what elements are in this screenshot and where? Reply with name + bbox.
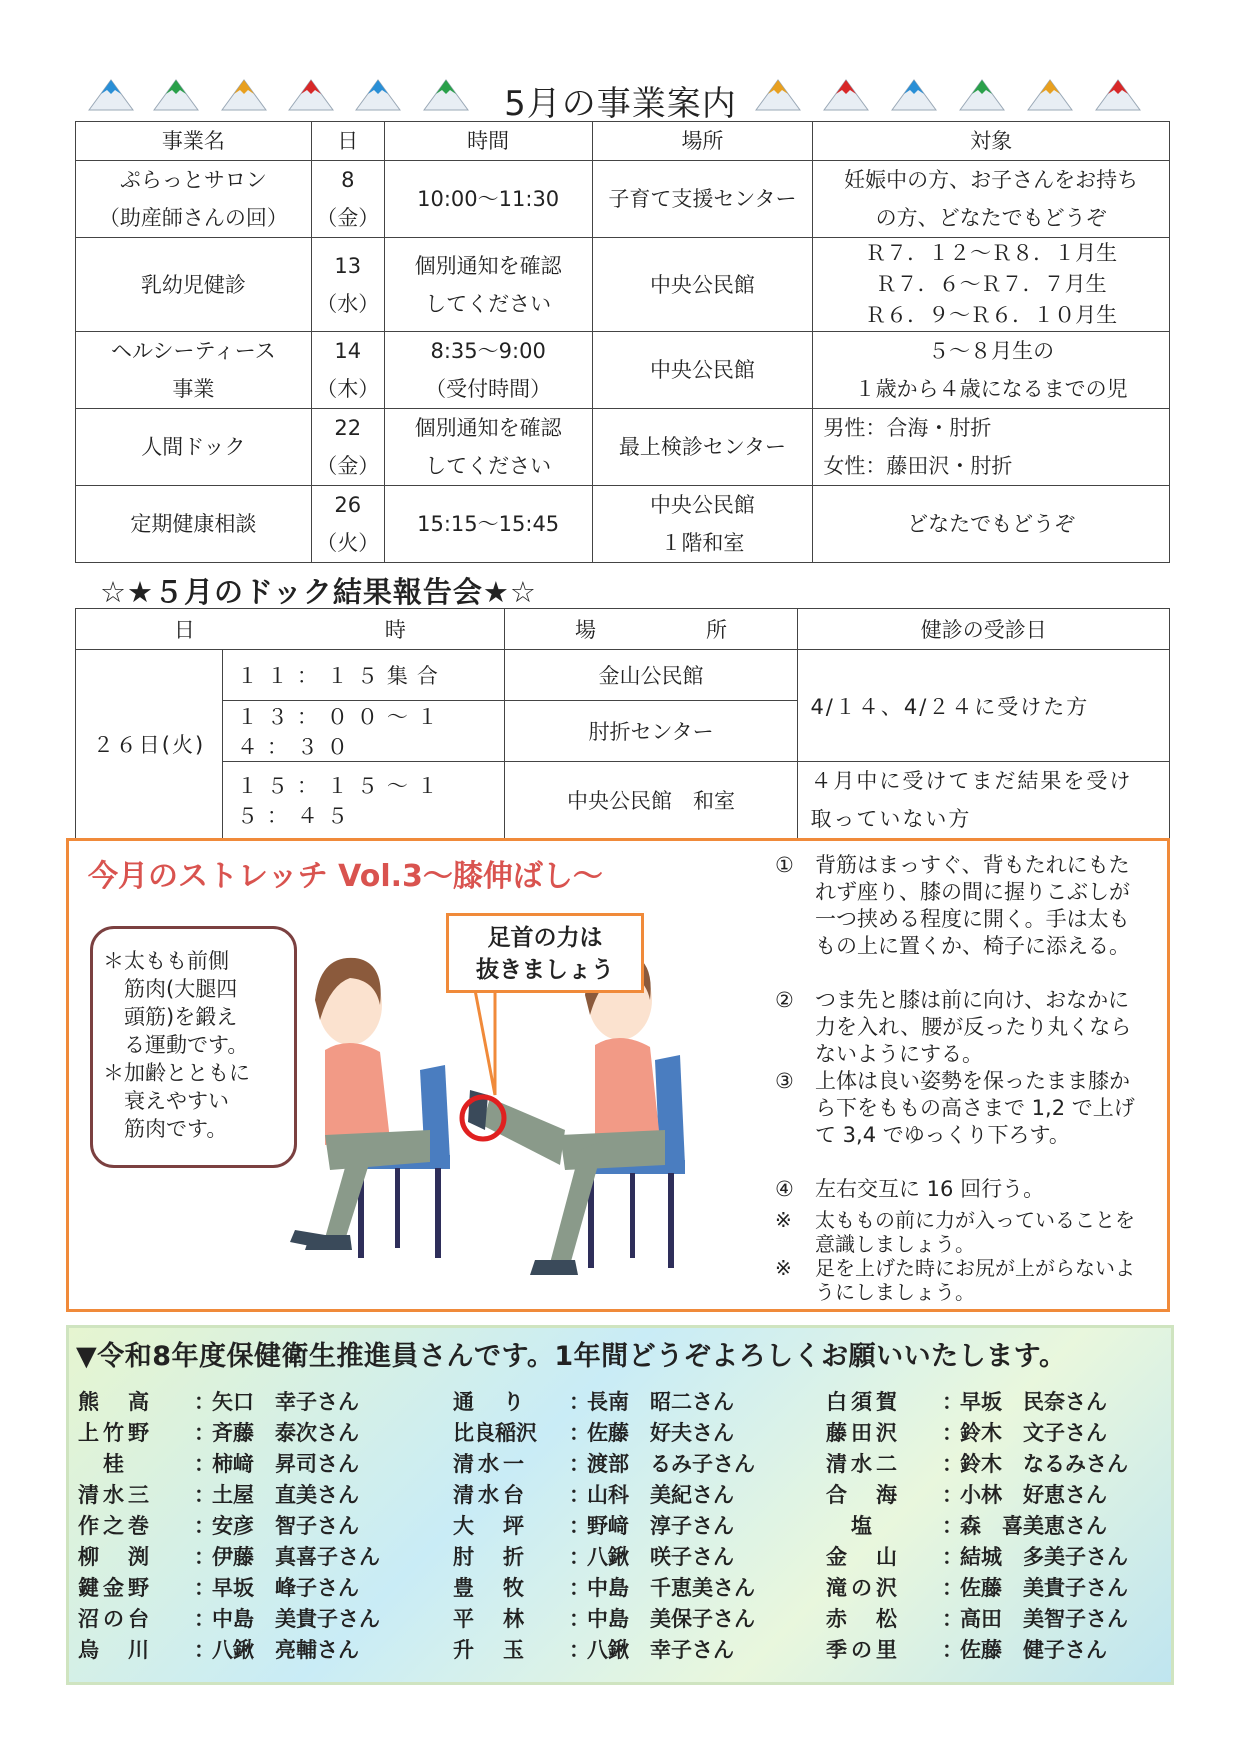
list-item: 鍵金野 ：早坂 峰子さん [78, 1576, 359, 1600]
header-place: 場所 [592, 122, 813, 161]
list-item: 豊 牧 ：中島 千恵美さん [453, 1576, 755, 1600]
event-time: 8:35～9:00 （受付時間） [384, 332, 592, 409]
dock-time: １５：１５～１５：４５ [222, 762, 504, 839]
table-row [76, 409, 1170, 486]
event-name: 定期健康相談 [76, 486, 312, 563]
list-item: 藤田沢 ：鈴木 文子さん [826, 1421, 1107, 1445]
dock-table [75, 608, 1170, 839]
mountain-icon [420, 76, 472, 112]
header-time: 時間 [384, 122, 592, 161]
list-item: 通 り ：長南 昭二さん [453, 1390, 734, 1414]
header-day: 日 [311, 122, 384, 161]
list-item: 熊 高 ：矢口 幸子さん [78, 1390, 359, 1414]
mountain-icon [820, 76, 872, 112]
list-item: 清水台 ：山科 美紀さん [453, 1483, 734, 1507]
event-day: 13 （水） [311, 238, 384, 332]
event-target: 妊娠中の方、お子さんをお持ち の方、どなたでもどうぞ [813, 161, 1170, 238]
events-table [75, 121, 1170, 563]
dock-time: １１：１５集合 [222, 650, 504, 701]
event-time: 個別通知を確認 してください [384, 238, 592, 332]
event-target: Ｒ７．１２～Ｒ８．１月生 Ｒ７．６～Ｒ７．７月生 Ｒ６．９～Ｒ６．１０月生 [813, 238, 1170, 332]
event-place: 中央公民館 [592, 238, 813, 332]
table-row [76, 650, 1170, 701]
list-item: 清水二 ：鈴木 なるみさん [826, 1452, 1128, 1476]
header-datetime: 日 時 [76, 609, 505, 650]
event-target: どなたでもどうぞ [813, 486, 1170, 563]
list-item: 季の里 ：佐藤 健子さん [826, 1638, 1107, 1662]
event-target: 男性：合海・肘折 女性：藤田沢・肘折 [813, 409, 1170, 486]
mountain-icon [285, 76, 337, 112]
list-item: 沼の台 ：中島 美貴子さん [78, 1607, 380, 1631]
event-time: 個別通知を確認 してください [384, 409, 592, 486]
dock-place: 金山公民館 [504, 650, 798, 701]
list-item: 肘 折 ：八鍬 咲子さん [453, 1545, 734, 1569]
mountain-icon [1092, 76, 1144, 112]
ankle-callout: 足首の力は 抜きましょう [446, 913, 644, 993]
event-place: 中央公民館 [592, 332, 813, 409]
header-target: 対象 [813, 122, 1170, 161]
mountain-icon [752, 76, 804, 112]
events-header-row [76, 122, 1170, 161]
list-item: 清水三 ：土屋 直美さん [78, 1483, 359, 1507]
event-day: 8 （金） [311, 161, 384, 238]
event-day: 26 （火） [311, 486, 384, 563]
list-item: 合 海 ：小林 好恵さん [826, 1483, 1107, 1507]
event-name: 乳幼児健診 [76, 238, 312, 332]
dock-header-row [76, 609, 1170, 650]
dock-place: 肘折センター [504, 701, 798, 762]
list-item: 比良稲沢 ：佐藤 好夫さん [453, 1421, 734, 1445]
list-item: 清水一 ：渡部 るみ子さん [453, 1452, 755, 1476]
event-place: 子育て支援センター [592, 161, 813, 238]
event-time: 15:15～15:45 [384, 486, 592, 563]
header-exam-day: 健診の受診日 [798, 609, 1170, 650]
table-row [76, 238, 1170, 332]
dock-time: １３：００～１４：３０ [222, 701, 504, 762]
event-name: 人間ドック [76, 409, 312, 486]
members-title: ▼令和8年度保健衛生推進員さんです。1年間どうぞよろしくお願いいたします。 [76, 1341, 1067, 1372]
list-item: 上竹野 ：斉藤 泰次さん [78, 1421, 359, 1445]
list-item: 赤 松 ：高田 美智子さん [826, 1607, 1128, 1631]
mountain-icon [150, 76, 202, 112]
callout-pointer [475, 990, 495, 1095]
mountain-icon [888, 76, 940, 112]
person-right [468, 953, 665, 1275]
dock-section-title: ☆★５月のドック結果報告会★☆ [100, 575, 537, 609]
event-day: 22 （金） [311, 409, 384, 486]
mountain-icon [956, 76, 1008, 112]
list-item: 滝の沢 ：佐藤 美貴子さん [826, 1576, 1128, 1600]
table-row [76, 332, 1170, 409]
list-item: 塩 ：森 喜美恵さん [826, 1514, 1107, 1538]
stretch-note: ＊太もも前側 筋肉(大腿四 頭筋)を鍛え る運動です。 ＊加齢とともに 衰えやすい 筋肉です。 [90, 926, 297, 1168]
members-column-2 [453, 1387, 755, 1666]
list-item: 桂 ：柿﨑 昇司さん [78, 1452, 359, 1476]
table-row [76, 486, 1170, 563]
table-row [76, 161, 1170, 238]
event-day: 14 （木） [311, 332, 384, 409]
event-place: 最上検診センター [592, 409, 813, 486]
event-target: ５～８月生の １歳から４歳になるまでの児 [813, 332, 1170, 409]
stretch-title: 今月のストレッチ Vol.3～膝伸ばし～ [88, 859, 603, 894]
dock-exam-day: 4/１４、4/２４に受けた方 [798, 650, 1170, 762]
list-item: 白須賀 ：早坂 民奈さん [826, 1390, 1107, 1414]
mountain-icon [85, 76, 137, 112]
list-item: 烏 川 ：八鍬 亮輔さん [78, 1638, 359, 1662]
dock-date: ２６日(火) [76, 650, 223, 839]
list-item: 柳 渕 ：伊藤 真喜子さん [78, 1545, 380, 1569]
mountain-icon [1024, 76, 1076, 112]
event-name: ヘルシーティース 事業 [76, 332, 312, 409]
list-item: 大 坪 ：野﨑 淳子さん [453, 1514, 734, 1538]
header-event-name: 事業名 [76, 122, 312, 161]
list-item: 平 林 ：中島 美保子さん [453, 1607, 755, 1631]
event-name: ぷらっとサロン （助産師さんの回） [76, 161, 312, 238]
list-item: 金 山 ：結城 多美子さん [826, 1545, 1128, 1569]
dock-exam-day: ４月中に受けてまだ結果を受け 取っていない方 [798, 762, 1170, 839]
mountain-icon [352, 76, 404, 112]
members-column-1 [78, 1387, 380, 1666]
dock-place: 中央公民館 和室 [504, 762, 798, 839]
members-column-3 [826, 1387, 1128, 1666]
page-title: 5月の事業案内 [504, 84, 737, 124]
event-place: 中央公民館 １階和室 [592, 486, 813, 563]
mountain-icon [218, 76, 270, 112]
list-item: 作之巻 ：安彦 智子さん [78, 1514, 359, 1538]
event-time: 10:00～11:30 [384, 161, 592, 238]
header-place: 場 所 [504, 609, 798, 650]
list-item: 升 玉 ：八鍬 幸子さん [453, 1638, 734, 1662]
table-row [76, 762, 1170, 839]
